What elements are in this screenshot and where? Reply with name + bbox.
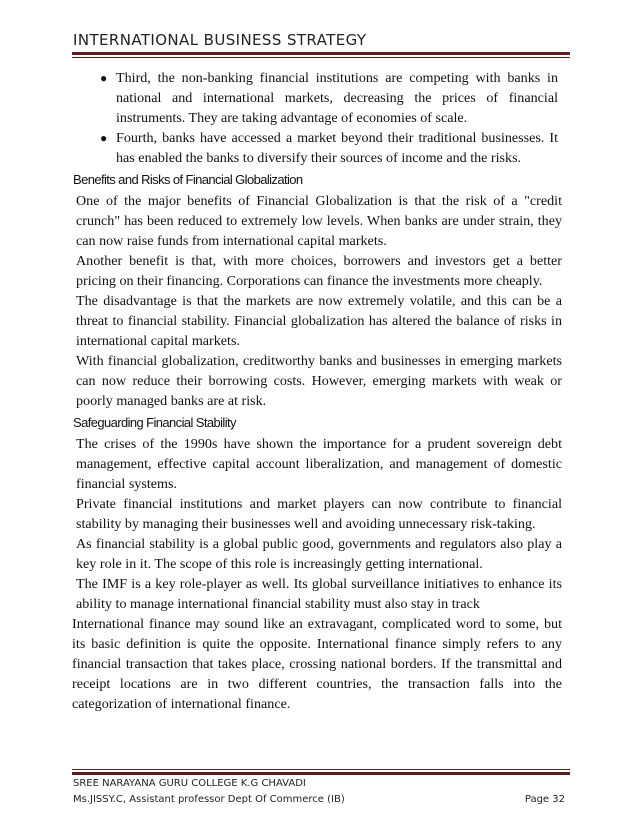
footer-college: SREE NARAYANA GURU COLLEGE K.G CHAVADI [73,778,306,789]
footer-rule-thin [72,769,570,770]
section-heading-safeguarding: Safeguarding Financial Stability [73,415,236,430]
paragraph: The crises of the 1990s have shown the importance for a prudent sovereign debt management, effective capital account liberalization, and management of domestic financial systems. [76,436,562,492]
header-rule-thick [72,52,570,55]
bullet-dot-icon: ● [100,71,108,85]
paragraph: As financial stability is a global public good, governments and regulators also play a key role in it. The scope of this role is increasingly getting international. [76,536,562,572]
paragraph: The IMF is a key role-player as well. Its global surveillance initiatives to enhance its ability to manage international financial stability must also stay in track [76,576,562,612]
page-number: Page 32 [524,794,565,805]
bullet-dot-icon: ● [100,131,108,145]
footer-rule-thick [72,772,570,775]
list-item [76,128,562,168]
section-heading-benefits-risks: Benefits and Risks of Financial Globalization [73,172,303,187]
closing-paragraph: International finance may sound like an extravagant, complicated word to some, but its basic definition is quite the opposite. International finance simply refers to any financial transaction that takes place, crossing national borders. If the transmittal and receipt locations are in two different countries, the transaction falls into the categorization of international finance. [72,616,562,712]
paragraph: The disadvantage is that the markets are now extremely volatile, and this can be a threat to financial stability. Financial globalization has altered the balance of risks in international capital markets. [76,293,562,349]
page-header-title: INTERNATIONAL BUSINESS STRATEGY [73,31,367,49]
footer-author: Ms.JISSY.C, Assistant professor Dept Of Commerce (IB) [73,794,345,805]
bullet-list [76,68,562,168]
list-item [76,68,562,128]
page-body [72,68,562,714]
header-rule-thin [72,57,570,58]
bullet-text: Third, the non-banking financial institutions are competing with banks in national and international markets, decreasing the prices of financial instruments. They are taking advantage of economies of scale. [116,70,558,126]
paragraph: Private financial institutions and market players can now contribute to financial stability by managing their businesses well and avoiding unnecessary risk-taking. [76,496,562,532]
paragraph: Another benefit is that, with more choices, borrowers and investors get a better pricing on their financing. Corporations can finance the investments more cheaply. [76,253,562,289]
bullet-text: Fourth, banks have accessed a market beyond their traditional businesses. It has enabled the banks to diversify their sources of income and the risks. [116,130,558,166]
paragraph: One of the major benefits of Financial Globalization is that the risk of a "credit crunch" has been reduced to extremely low levels. When banks are under strain, they can now raise funds from international capital markets. [76,193,562,249]
paragraph: With financial globalization, creditworthy banks and businesses in emerging markets can now reduce their borrowing costs. However, emerging markets with weak or poorly managed banks are at risk. [76,353,562,409]
footer-line [73,794,565,805]
